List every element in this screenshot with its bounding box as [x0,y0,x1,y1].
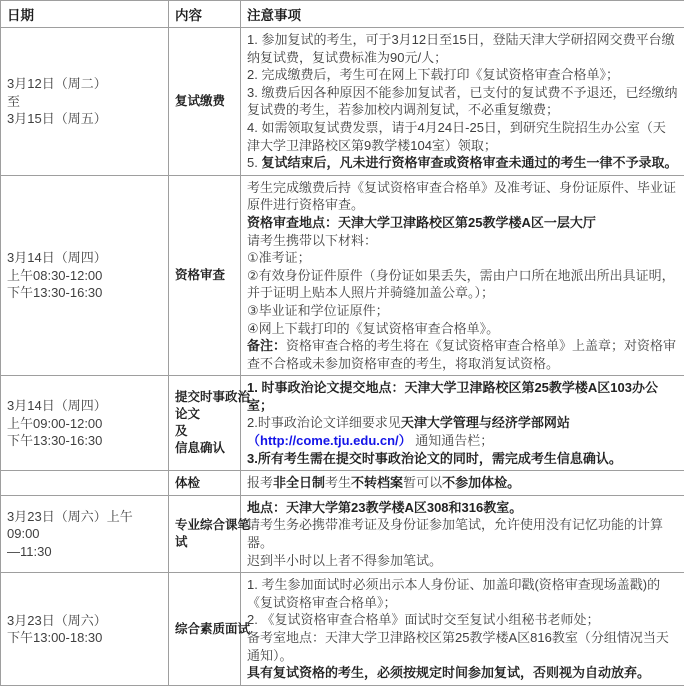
note-paragraph [247,552,678,570]
note-text: 2.时事政治论文详细要求见 [247,415,401,430]
date-cell [1,573,169,686]
table-body [1,28,684,686]
content-line: 提交时事政治 [175,389,234,406]
date-line: 下午13:30-16:30 [7,432,162,450]
note-text: 3.所有考生需在提交时事政治论文的同时，需完成考生信息确认。 [247,451,622,466]
note-text: 3. 缴费后因各种原因不能参加复试者，已支付的复试费不予退还，已经缴纳复试费的考生，若参加校内调剂复试，不必重复缴费； [247,85,677,118]
content-cell [169,471,241,496]
date-cell [1,28,169,176]
content-cell [169,573,241,686]
note-paragraph [247,302,678,320]
note-text: 资格审查地点：天津大学卫津路校区第25教学楼A区一层大厅 [247,215,596,230]
note-text: 天津大学管理与经济学部网站 [401,415,570,430]
table-row [1,573,684,686]
date-line: 3月15日（周五） [7,110,162,128]
note-text: 1. 时事政治论文提交地点：天津大学卫津路校区第25教学楼A区103办公室； [247,380,658,413]
content-line: 信息确认 [175,440,234,457]
date-cell [1,471,169,496]
header-date: 日期 [1,1,169,28]
note-text: 1. 考生参加面试时必须出示本人身份证、加盖印戳(资格审查现场盖戳)的《复试资格审查合格单》； [247,577,660,610]
note-paragraph [247,611,678,629]
table-row [1,471,684,496]
note-text: 请考生携带以下材料： [247,233,377,248]
note-text: 暂可以 [403,475,442,490]
date-line: 下午13:30-16:30 [7,284,162,302]
note-text: 不转档案 [351,475,403,490]
date-line: 上午08:30-12:00 [7,267,162,285]
note-paragraph [247,474,678,492]
note-text: ③毕业证和学位证原件； [247,303,389,318]
date-line: 3月12日（周二） [7,75,162,93]
note-paragraph [247,664,678,682]
note-text: 不参加体检。 [442,475,520,490]
content-line: 试 [175,534,234,551]
note-paragraph [247,179,678,214]
note-paragraph [247,499,678,517]
date-line: 3月14日（周四） [7,249,162,267]
note-paragraph [247,154,678,172]
table-row [1,28,684,176]
note-paragraph [247,31,678,66]
content-line: 复试缴费 [175,93,234,110]
note-paragraph [247,267,678,302]
note-text: 具有复试资格的考生，必须按规定时间参加复试，否则视为自动放弃。 [247,665,650,680]
notes-cell [241,471,684,496]
content-cell [169,495,241,572]
date-cell [1,495,169,572]
notes-cell [241,28,684,176]
content-line: 综合素质面试 [175,621,234,638]
note-paragraph [247,337,678,372]
notes-cell [241,495,684,572]
notes-cell [241,573,684,686]
note-text: 资格审查合格的考生将在《复试资格审查合格单》上盖章；对资格审查不合格或未参加资格审查的考生，将取消复试资格。 [247,338,676,371]
note-text: 2. 完成缴费后，考生可在网上下载打印《复试资格审查合格单》； [247,67,619,82]
note-paragraph [247,320,678,338]
date-line: 至 [7,93,162,111]
date-cell [1,376,169,471]
date-line: 3月23日（周六） [7,612,162,630]
note-text: 地点：天津大学第23教学楼A区308和316教室。 [247,500,522,515]
content-cell [169,28,241,176]
note-text: 5. [247,155,261,170]
note-text: 考生完成缴费后持《复试资格审查合格单》及准考证、身份证原件、毕业证原件进行资格审查。 [247,180,676,213]
table-row [1,495,684,572]
note-text: 复试结束后，凡未进行资格审查或资格审查未通过的考生一律不予录取。 [261,155,677,170]
note-paragraph [247,214,678,232]
date-line: 3月14日（周四） [7,397,162,415]
notes-cell [241,376,684,471]
note-paragraph [247,629,678,664]
note-text: 1. 参加复试的考生，可于3月12日至15日，登陆天津大学研招网交费平台缴纳复试费，复试费标准为90元/人； [247,32,675,65]
note-text: 请考生务必携带准考证及身份证参加笔试，允许使用没有记忆功能的计算器。 [247,517,663,550]
content-line: 及 [175,423,234,440]
note-paragraph [247,66,678,84]
note-paragraph [247,379,678,414]
note-text: 迟到半小时以上者不得参加笔试。 [247,553,442,568]
note-text: ①准考证； [247,250,311,265]
website-link[interactable]: （http://come.tju.edu.cn/） [247,433,412,448]
content-line: 论文 [175,406,234,423]
note-text: 2. 《复试资格审查合格单》面试时交至复试小组秘书老师处； [247,612,599,627]
header-notes: 注意事项 [241,1,684,28]
note-paragraph [247,516,678,551]
table-row [1,175,684,376]
note-text: 非全日制 [273,475,325,490]
note-paragraph [247,414,678,449]
notes-cell [241,175,684,376]
content-cell [169,175,241,376]
note-text: 备注： [247,338,286,353]
date-line: 上午09:00-12:00 [7,415,162,433]
note-paragraph [247,119,678,154]
note-paragraph [247,249,678,267]
content-line: 资格审查 [175,267,234,284]
note-text: 通知通告栏； [412,433,494,448]
note-text: 报考 [247,475,273,490]
table-header-row [1,1,684,28]
content-line: 体检 [175,475,234,492]
note-text: 4. 如需领取复试费发票，请于4月24日-25日，到研究生院招生办公室（天津大学卫津路校区第9教学楼104室）领取； [247,120,666,153]
note-text: 备考室地点：天津大学卫津路校区第25教学楼A区816教室（分组情况当天通知）。 [247,630,669,663]
note-text: 考生 [325,475,351,490]
date-line: 3月23日（周六）上午09:00 [7,508,162,543]
date-cell [1,175,169,376]
table-row [1,376,684,471]
content-line: 专业综合课笔 [175,517,234,534]
note-paragraph [247,84,678,119]
date-line: —11:30 [7,543,162,561]
header-content: 内容 [169,1,241,28]
note-text: ②有效身份证件原件（身份证如果丢失，需由户口所在地派出所出具证明，并于证明上贴本人照片并骑缝加盖公章。）； [247,268,675,301]
date-line: 下午13:00-18:30 [7,629,162,647]
content-cell [169,376,241,471]
note-paragraph [247,232,678,250]
note-paragraph [247,576,678,611]
note-paragraph [247,450,678,468]
note-text: ④网上下载打印的《复试资格审查合格单》。 [247,321,499,336]
